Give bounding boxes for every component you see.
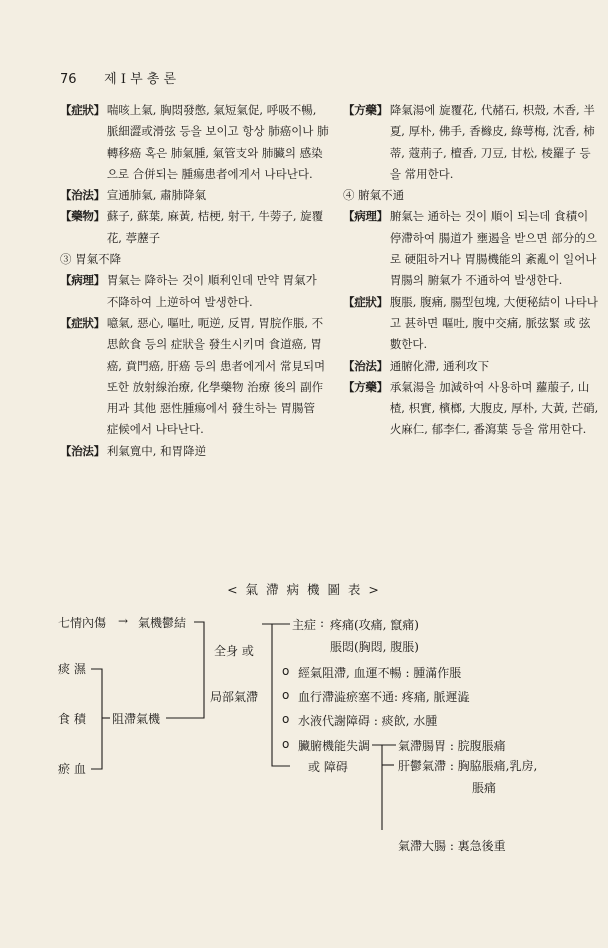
- cause-food: 食 積: [58, 712, 86, 726]
- main-symptom-2: 脹悶(胸悶, 腹脹): [330, 640, 419, 654]
- organ-large-intestine: 氣滯大腸 : 裏急後重: [398, 839, 506, 853]
- entry-tag: 【症狀】: [60, 315, 105, 330]
- entry-text: 通腑化滯, 通利攻下: [389, 358, 490, 373]
- organ-liver-cont: 脹痛: [472, 781, 497, 795]
- entry-symptoms: [343, 292, 601, 356]
- entry-tag: 【治法】: [343, 358, 388, 373]
- entry-tag: 【病理】: [343, 209, 388, 224]
- bullet-icon: o: [282, 712, 290, 726]
- entry-prescription: [343, 377, 601, 441]
- bullet-icon: o: [282, 688, 290, 702]
- entry-prescription: [343, 100, 601, 185]
- section-heading: ③ 胃氣不降: [60, 252, 122, 267]
- or-obstruct: 或 障碍: [308, 760, 348, 774]
- node-block-qi: 阻滯氣機: [112, 712, 161, 726]
- entry-symptoms: [60, 313, 330, 441]
- arrow-glyph: →: [118, 614, 129, 628]
- page-header: [60, 68, 176, 87]
- organ-stomach: 氣滯腸胃 : 脘腹脹痛: [398, 739, 506, 753]
- organ-liver: 肝鬱氣滯 : 胸脇脹痛,乳房,: [398, 759, 538, 773]
- entry-treatment: [343, 356, 601, 377]
- item-meridian: 經氣阻滯, 血運不暢 : 腫滿作脹: [298, 666, 462, 680]
- entry-text: 宣通肺氣, 肅肺降氣: [106, 188, 207, 203]
- main-symptom-label: 主症: [292, 618, 317, 632]
- qi-stagnation-diagram: [0, 580, 608, 853]
- section-heading: ④ 腑氣不通: [343, 188, 405, 203]
- entry-text: 腹脹, 腹痛, 腸型包塊, 大便秘結이 나타나고 甚하면 嘔吐, 腹中交痛, 脈弦緊 或 弦數한다.: [389, 294, 598, 352]
- entry-text: 噫氣, 惡心, 嘔吐, 呃逆, 反胃, 胃脘作脹, 不思飮食 등의 症狀을 發生시키며 食道癌, 胃癌, 賁門癌, 肝癌 등의 患者에게서 常見되며 또한 放射線治療, 化學藥物 治療 後의 副作用과 其他 惡性腫瘍에서 發生하는 胃腸管 症候에서 나타난다.: [106, 315, 326, 437]
- item-organ: 臟腑機能失調: [298, 739, 371, 753]
- entry-treatment: [60, 185, 330, 206]
- main-symptom-1: 疼痛(攻痛, 竄痛): [330, 618, 419, 632]
- entry-pathology: [60, 270, 330, 313]
- item-fluid: 水液代謝障碍 : 痰飮, 水腫: [298, 714, 438, 728]
- page-number: 76: [60, 72, 77, 87]
- item-blood: 血行滯澁瘀塞不通: 疼痛, 脈遲澁: [298, 690, 470, 704]
- left-column: [60, 100, 330, 462]
- entry-treatment: [60, 441, 330, 462]
- cause-phlegm-damp: 痰 濕: [58, 662, 86, 676]
- scope-bottom: 局部氣滯: [210, 690, 259, 704]
- entry-symptoms: [60, 100, 330, 185]
- bullet-icon: o: [282, 737, 290, 751]
- chapter-title: 제 I 부 총 론: [104, 72, 177, 87]
- cause-blood-stasis: 瘀 血: [58, 762, 86, 776]
- right-column: [343, 100, 601, 441]
- main-sep: :: [320, 616, 325, 630]
- entry-tag: 【病理】: [60, 273, 105, 288]
- entry-text: 承氣湯을 加減하여 사용하며 蘿菔子, 山楂, 枳實, 檳榔, 大腹皮, 厚朴, 大黃, 芒硝, 火麻仁, 郁李仁, 番瀉葉 등을 常用한다.: [389, 379, 599, 437]
- entry-tag: 【方藥】: [343, 379, 388, 394]
- entry-text: 胃氣는 降하는 것이 順利인데 만약 胃氣가 不降하여 上逆하여 발생한다.: [106, 273, 317, 309]
- entry-tag: 【藥物】: [60, 209, 105, 224]
- entry-drugs: [60, 206, 330, 249]
- bullet-icon: o: [282, 664, 290, 678]
- entry-pathology: [343, 206, 601, 291]
- entry-text: 蘇子, 蘇葉, 麻黃, 桔梗, 射干, 牛蒡子, 旋覆花, 葶藶子: [106, 209, 324, 245]
- entry-text: 降氣湯에 旋覆花, 代赭石, 枳殼, 木香, 半夏, 厚朴, 佛手, 香櫞皮, 綠萼梅, 沈香, 柿蒂, 蔻荊子, 檀香, 刀豆, 甘松, 棱羅子 등을 常用한다.: [389, 103, 595, 181]
- entry-tag: 【症狀】: [60, 103, 105, 117]
- entry-text: 利氣寬中, 和胃降逆: [106, 443, 207, 458]
- entry-tag: 【治法】: [60, 443, 105, 458]
- entry-text: 腑氣는 通하는 것이 順이 되는데 食積이 停滯하여 腸道가 壅遏을 받으면 部分的으로 硬阻하거나 胃腸機能의 紊亂이 일어나 胃腸의 腑氣가 不通하여 발생한다.: [389, 209, 597, 288]
- node-qi-stagnation: 氣機鬱結: [138, 616, 187, 630]
- entry-tag: 【方藥】: [343, 103, 388, 117]
- scope-top: 全身 或: [214, 644, 254, 658]
- diagram-title: < 氣 滯 病 機 圖 表 >: [227, 582, 381, 597]
- entry-text: 喘咳上氣, 胸悶發憋, 氣短氣促, 呼吸不暢, 脈細澀或滑弦 등을 보이고 항상 肺癌이나 肺轉移癌 혹은 肺氣腫, 氣管支와 肺臟의 感染으로 合併되는 腫瘍患者에게서 나타난다.: [106, 103, 329, 181]
- entry-tag: 【症狀】: [343, 294, 388, 309]
- cause-emotion: 七情內傷: [58, 616, 107, 630]
- entry-tag: 【治法】: [60, 188, 105, 203]
